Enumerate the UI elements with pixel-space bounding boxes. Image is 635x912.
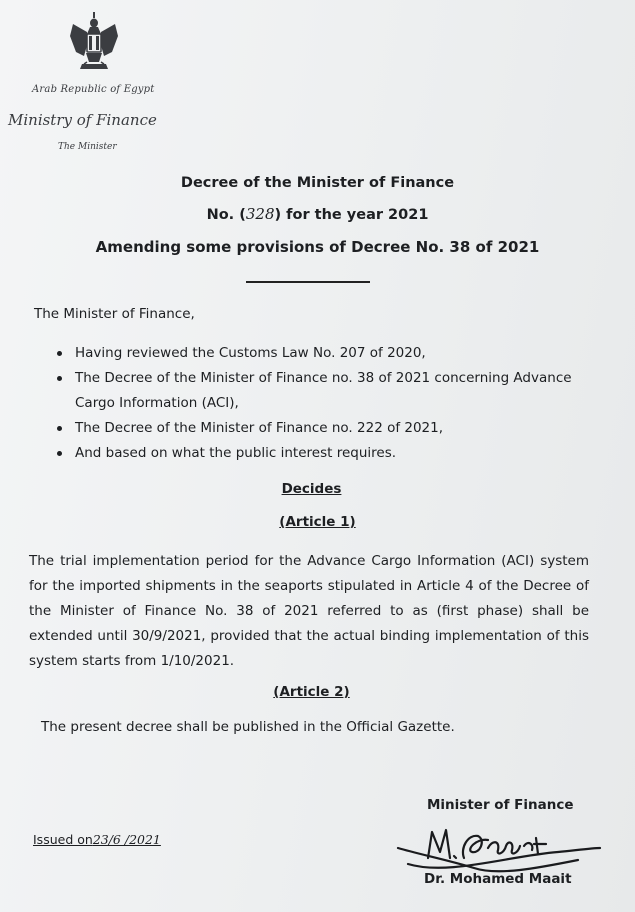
title-divider bbox=[246, 281, 370, 283]
letterhead-minister: The Minister bbox=[58, 142, 117, 152]
decree-title: Decree of the Minister of Finance bbox=[180, 175, 455, 191]
letterhead-republic: Arab Republic of Egypt bbox=[32, 84, 155, 95]
recital-item: The Decree of the Minister of Finance no. 222 of 2021, bbox=[52, 416, 612, 441]
bullet-icon bbox=[57, 376, 62, 381]
article-1-heading: (Article 1) bbox=[279, 514, 356, 530]
bullet-icon bbox=[57, 426, 62, 431]
decides-heading: Decides bbox=[281, 481, 342, 497]
decree-subject: Amending some provisions of Decree No. 38 of 2021 bbox=[95, 238, 540, 256]
decree-number-line bbox=[0, 205, 635, 223]
decree-number-suffix: ) for the year 2021 bbox=[274, 207, 429, 223]
article-2-heading: (Article 2) bbox=[273, 684, 350, 700]
decree-number-prefix: No. ( bbox=[206, 207, 246, 223]
addressee: The Minister of Finance, bbox=[34, 306, 195, 322]
recital-item: The Decree of the Minister of Finance no. 38 of 2021 concerning Advance Cargo Information (ACI), bbox=[52, 366, 612, 416]
eagle-of-saladin-emblem-icon bbox=[68, 12, 120, 74]
decree-number: 328 bbox=[245, 205, 275, 223]
article-1-text: The trial implementation period for the Advance Cargo Information (ACI) system for the imported shipments in the seaports stipulated in Article 4 of the Decree of the Minister of Finance No. 38 of 2021 referred to as (first phase) shall be extended until 30/9/2021, provided that the actual binding implementation of this system starts from 1/10/2021. bbox=[29, 553, 589, 669]
recitals-list bbox=[52, 341, 612, 466]
bullet-icon bbox=[57, 351, 62, 356]
signatory-name: Dr. Mohamed Maait bbox=[424, 871, 572, 887]
recital-item: Having reviewed the Customs Law No. 207 of 2020, bbox=[52, 341, 612, 366]
issued-label: Issued on bbox=[33, 832, 93, 847]
recital-item: And based on what the public interest requires. bbox=[52, 441, 612, 466]
issued-date bbox=[33, 832, 161, 847]
issued-date-value: 23/6 /2021 bbox=[92, 832, 161, 847]
bullet-icon bbox=[57, 451, 62, 456]
letterhead-ministry: Ministry of Finance bbox=[8, 111, 157, 129]
article-2-text: The present decree shall be published in the Official Gazette. bbox=[41, 719, 455, 735]
signatory-title: Minister of Finance bbox=[427, 797, 574, 813]
